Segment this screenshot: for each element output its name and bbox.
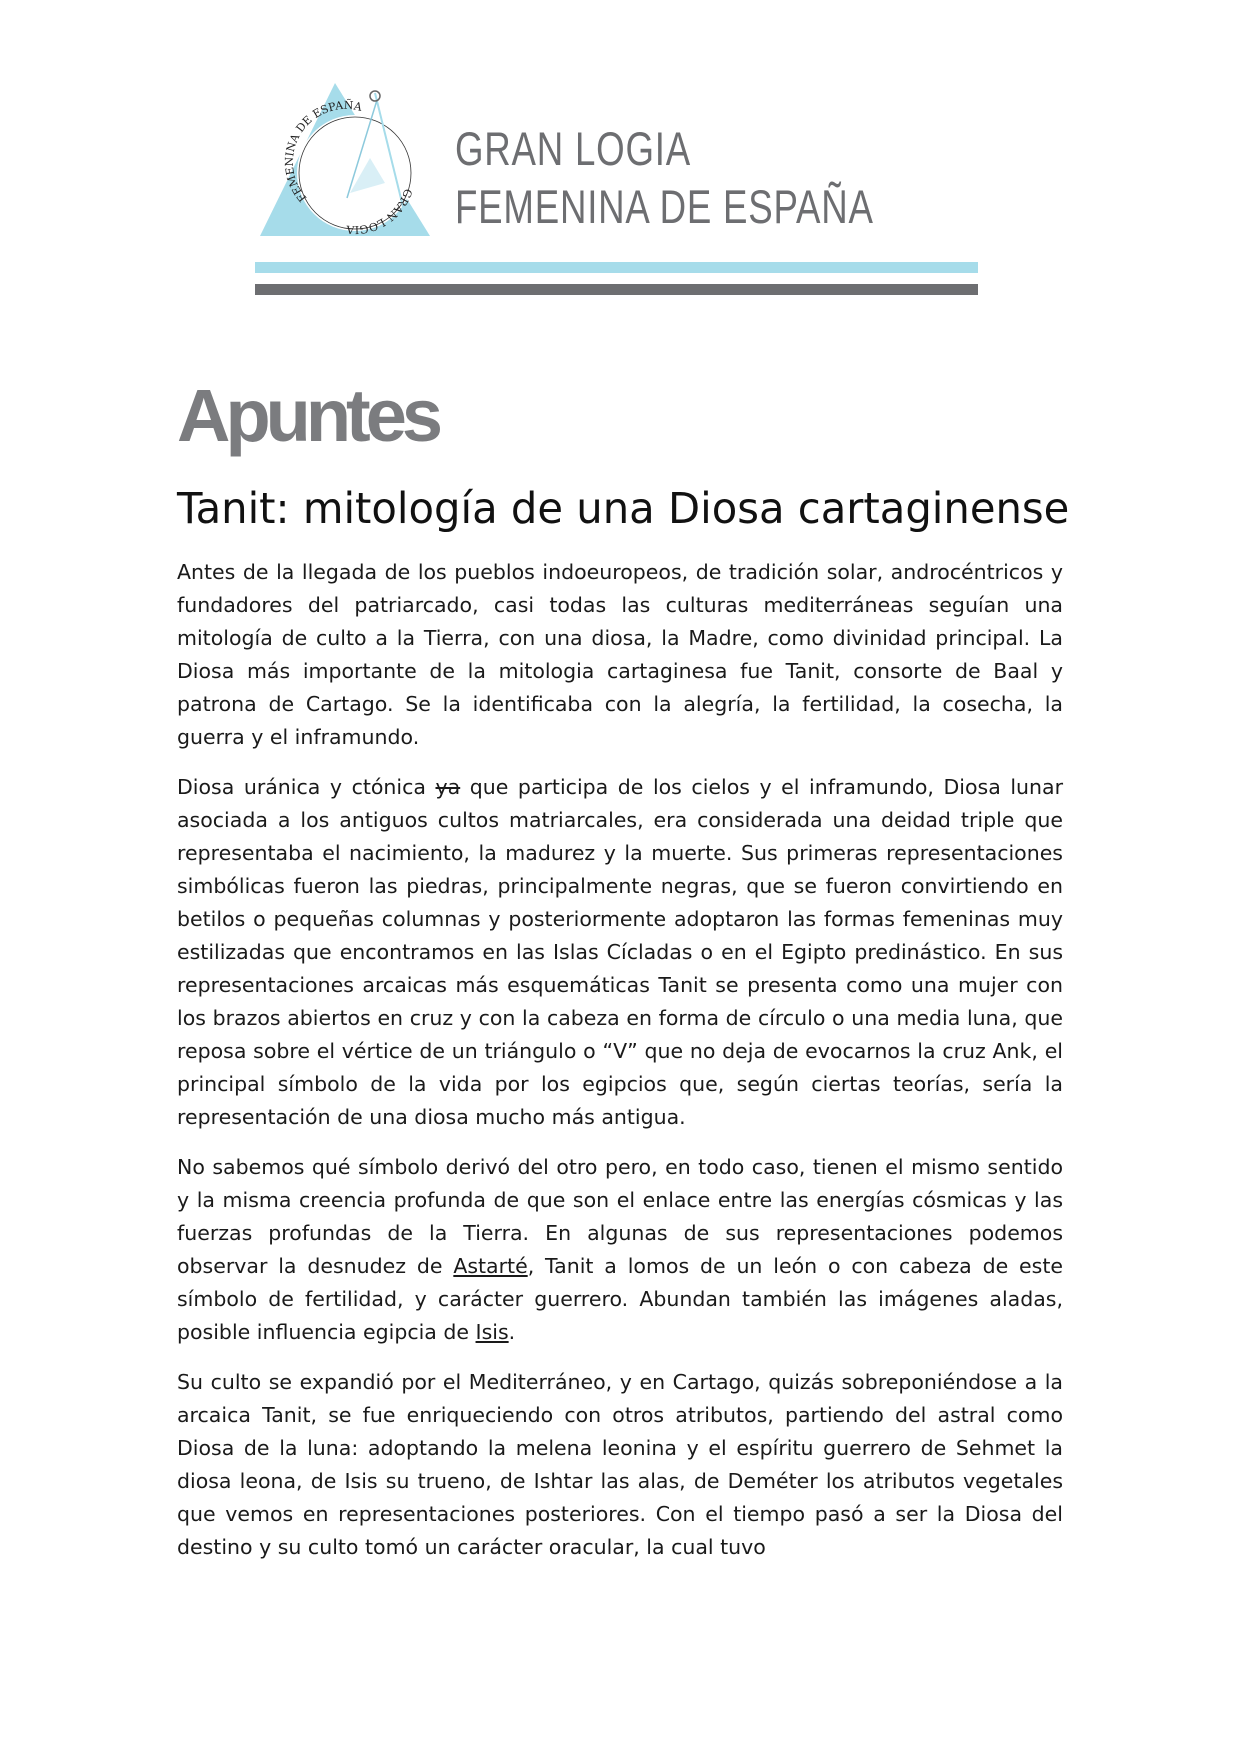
struck-word: ya (435, 775, 461, 799)
paragraph-3-text: No sabemos qué símbolo derivó del otro pero, en todo caso, tienen el mismo sentido y la misma creencia profunda de que son el enlace entre las energías cósmicas y las fuerzas profundas de la Tierra. En algunas de sus representaciones podemos observar la desnudez de (177, 1155, 1063, 1278)
paragraph-2 (177, 771, 1063, 1134)
paragraph-3-text-end: . (508, 1320, 516, 1344)
section-label: Apuntes (177, 374, 438, 457)
svg-text:FEMENINA DE ESPAÑA: FEMENINA DE ESPAÑA (282, 98, 364, 205)
article-title: Tanit: mitología de una Diosa cartaginense (177, 484, 1070, 534)
paragraph-1: Antes de la llegada de los pueblos indoeuropeos, de tradición solar, androcéntricos y fundadores del patriarcado, casi todas las culturas mediterráneas seguían una mitología de culto a la Tierra, con una diosa, la Madre, como divinidad principal. La Diosa más importante de la mitologia cartaginesa fue Tanit, consorte de Baal y patrona de Cartago. Se la identificaba con la alegría, la fertilidad, la cosecha, la guerra y el inframundo. (177, 560, 1063, 749)
paragraph-4: Su culto se expandió por el Mediterráneo, y en Cartago, quizás sobreponiéndose a la arcaica Tanit, se fue enriqueciendo con otros atributos, partiendo del astral como Diosa de la luna: adoptando la melena leonina y el espíritu guerrero de Sehmet la diosa leona, de Isis su trueno, de Ishtar las alas, de Deméter los atributos vegetales que vemos en representaciones posteriores. Con el tiempo pasó a ser la Diosa del destino y su culto tomó un carácter oracular, la cual tuvo (177, 1370, 1063, 1559)
header-rule-light (255, 262, 978, 273)
paragraph-3-text-cont: , Tanit a lomos de un león o con cabeza de este símbolo de fertilidad, y carácter guerrero. Abundan también las imágenes aladas, posible influencia egipcia de (177, 1254, 1063, 1344)
letterhead (255, 78, 985, 298)
paragraph-2-text: Diosa uránica y ctónica (177, 775, 436, 799)
article-body (177, 556, 1063, 1581)
brand-line-1: GRAN LOGIA (455, 122, 691, 175)
link-isis[interactable]: Isis (475, 1320, 509, 1344)
brand-line-2: FEMENINA DE ESPAÑA (455, 180, 874, 233)
organization-name (455, 120, 874, 236)
link-astarte[interactable]: Astarté (453, 1254, 528, 1278)
gran-logia-seal-logo (255, 78, 445, 248)
paragraph-3 (177, 1151, 1063, 1349)
header-rule-dark (255, 284, 978, 295)
svg-text:GRAN LOGIA: GRAN LOGIA (345, 186, 415, 237)
paragraph-2-text-cont: que participa de los cielos y el inframundo, Diosa lunar asociada a los antiguos cultos matriarcales, era considerada una deidad triple que representaba el nacimiento, la madurez y la muerte. Sus primeras representaciones simbólicas fueron las piedras, principalmente negras, que se fueron convirtiendo en betilos o pequeñas columnas y posteriormente adoptaron las formas femeninas muy estilizadas que encontramos en las Islas Cícladas o en el Egipto predinástico. En sus representaciones arcaicas más esquemáticas Tanit se presenta como una mujer con los brazos abiertos en cruz y con la cabeza en forma de círculo o una media luna, que reposa sobre el vértice de un triángulo o “V” que no deja de evocarnos la cruz Ank, el principal símbolo de la vida por los egipcios que, según ciertas teorías, sería la representación de una diosa mucho más antigua. (177, 775, 1063, 1129)
